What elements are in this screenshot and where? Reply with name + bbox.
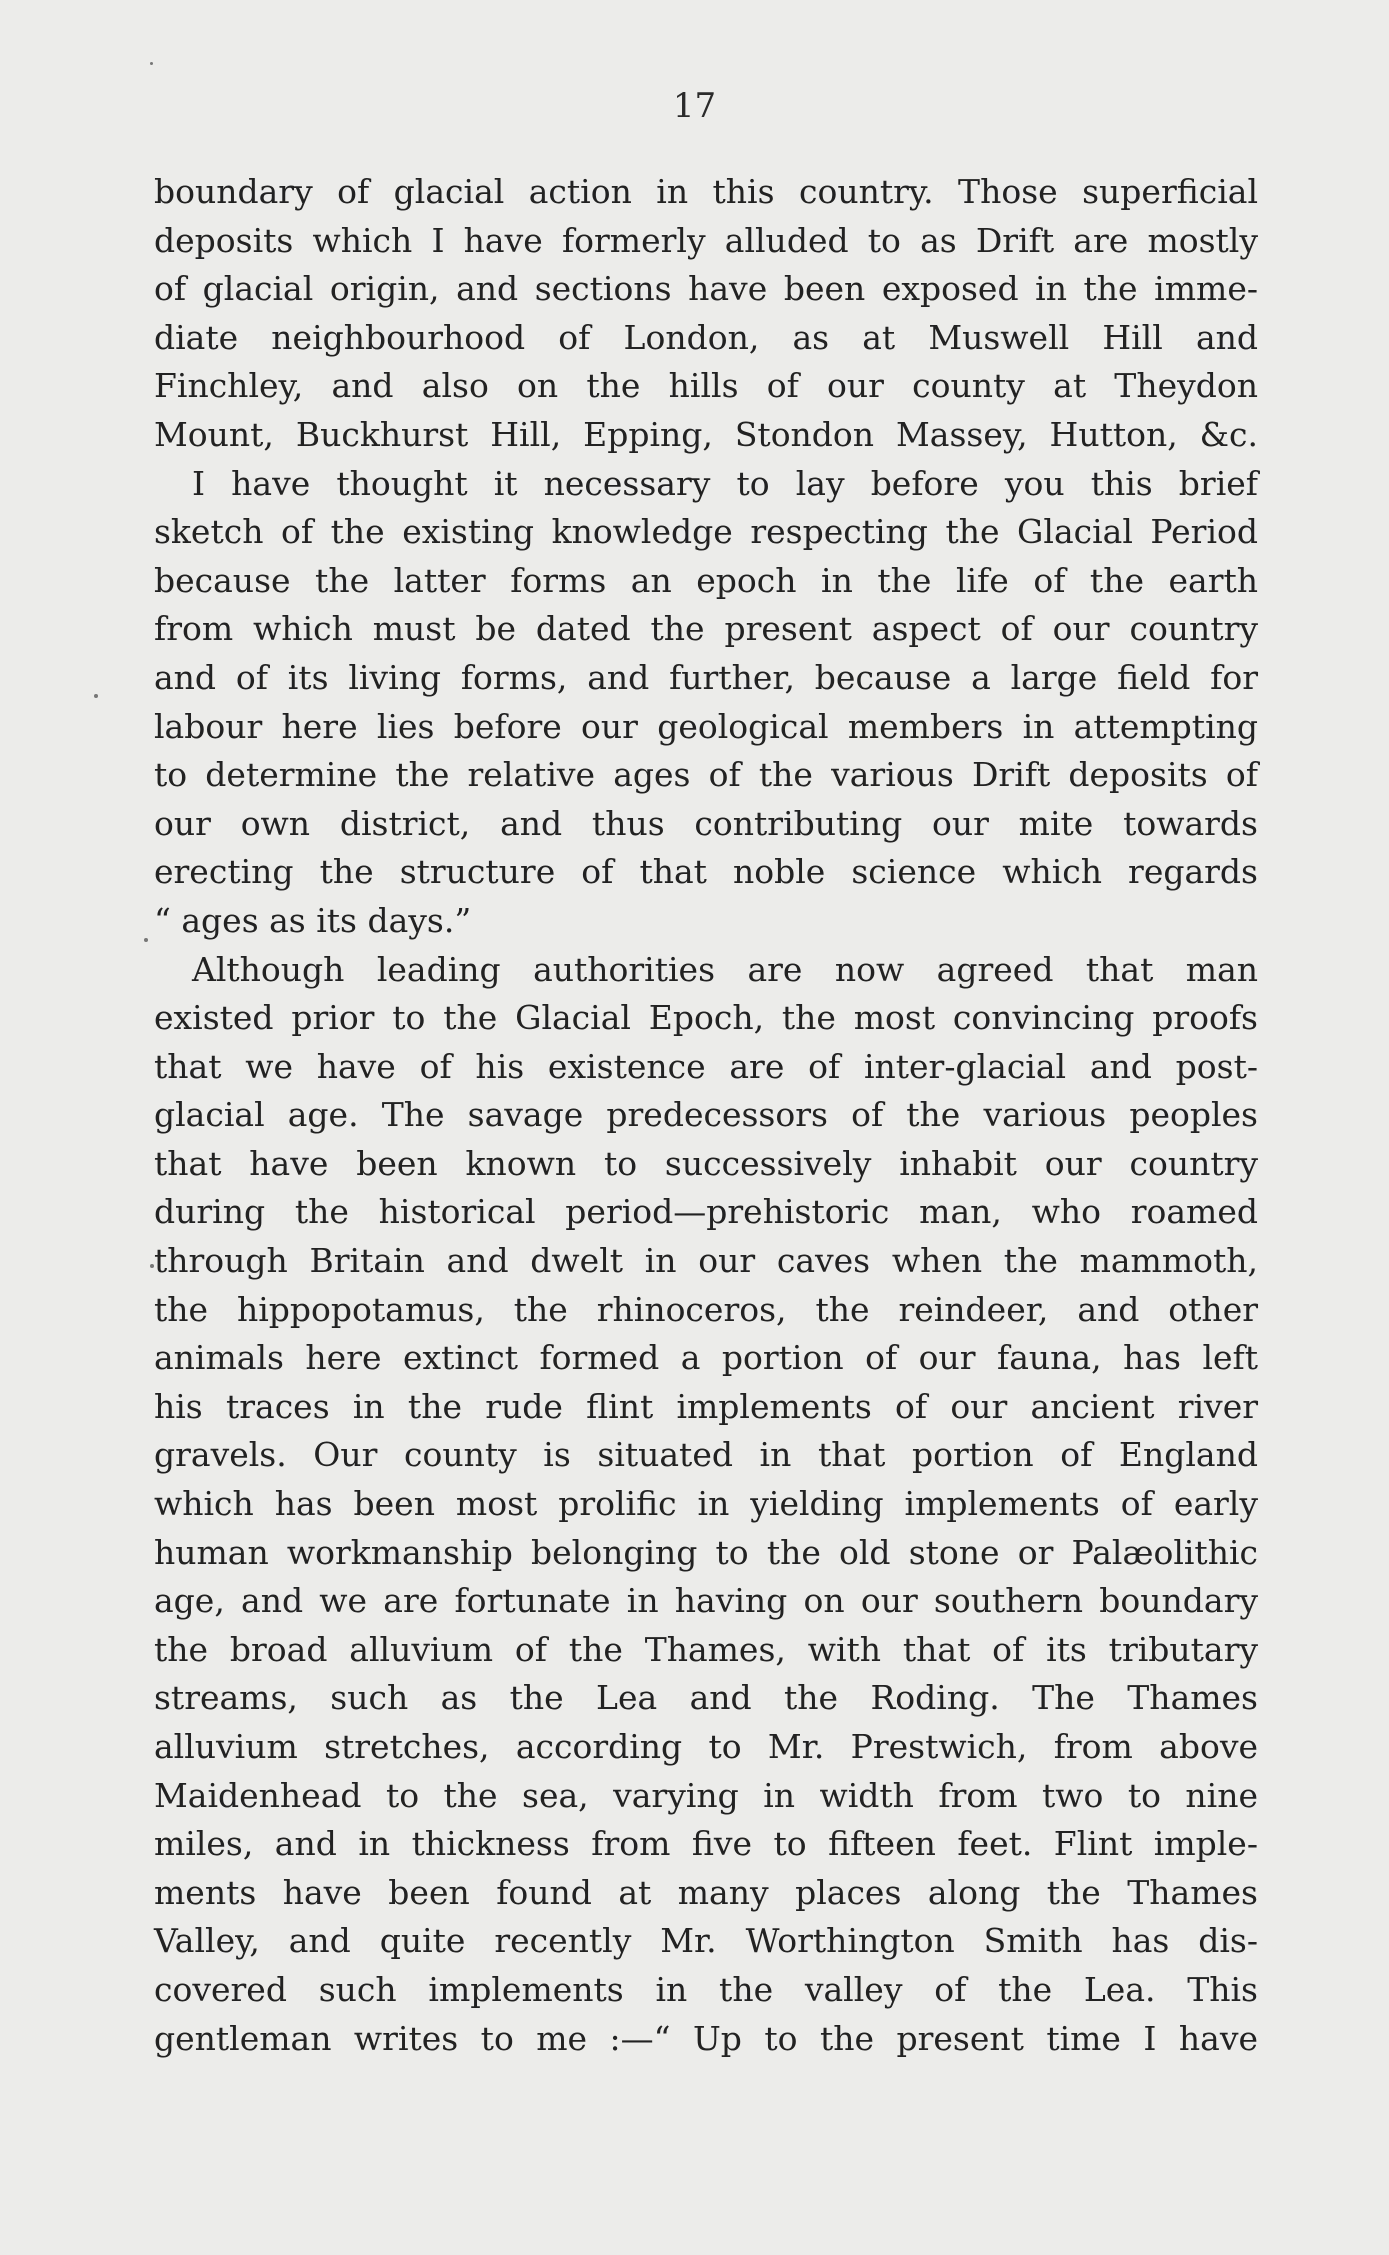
scan-speck [150, 62, 153, 65]
text-line: because the latter forms an epoch in the life of the earth [154, 560, 1258, 600]
text-line: gentleman writes to me :—“ Up to the present time I have [154, 2018, 1258, 2058]
text-line: the hippopotamus, the rhinoceros, the reindeer, and other [154, 1289, 1258, 1329]
text-line: animals here extinct formed a portion of our fauna, has left [154, 1338, 1258, 1378]
text-line: age, and we are fortunate in having on our southern boundary [154, 1581, 1258, 1621]
text-line: Mount, Buckhurst Hill, Epping, Stondon Massey, Hutton, &c. [154, 414, 1258, 454]
text-line: boundary of glacial action in this country. Those superficial [154, 172, 1258, 211]
text-line: Valley, and quite recently Mr. Worthington Smith has dis- [154, 1921, 1258, 1961]
text-line: deposits which I have formerly alluded to as Drift are mostly [154, 220, 1258, 260]
text-line: existed prior to the Glacial Epoch, the most convincing proofs [154, 998, 1258, 1038]
text-line: through Britain and dwelt in our caves when the mammoth, [154, 1241, 1258, 1281]
text-line: to determine the relative ages of the various Drift deposits of [154, 755, 1258, 795]
text-line: erecting the structure of that noble science which regards [154, 852, 1258, 892]
text-line: Maidenhead to the sea, varying in width from two to nine [154, 1775, 1258, 1815]
body-text [154, 168, 1258, 2063]
text-line: our own district, and thus contributing our mite towards [154, 803, 1258, 843]
text-line: streams, such as the Lea and the Roding. The Thames [154, 1678, 1258, 1718]
text-line: that have been known to successively inhabit our country [154, 1143, 1258, 1183]
text-line: Finchley, and also on the hills of our county at Theydon [154, 366, 1258, 406]
text-line: the broad alluvium of the Thames, with that of its tributary [154, 1629, 1258, 1669]
text-line: covered such implements in the valley of the Lea. This [154, 1969, 1258, 2009]
text-line: during the historical period—prehistoric man, who roamed [154, 1192, 1258, 1232]
text-line: ments have been found at many places along the Thames [154, 1872, 1258, 1912]
text-line: “ ages as its days.” [154, 900, 472, 940]
text-line: I have thought it necessary to lay before you this brief [192, 463, 1258, 503]
text-line: alluvium stretches, according to Mr. Prestwich, from above [154, 1727, 1258, 1766]
text-line: sketch of the existing knowledge respecting the Glacial Period [154, 512, 1258, 552]
text-line: and of its living forms, and further, because a large field for [154, 657, 1258, 697]
text-line: miles, and in thickness from five to fifteen feet. Flint imple- [154, 1824, 1258, 1864]
text-line: gravels. Our county is situated in that portion of England [154, 1435, 1258, 1475]
text-line: labour here lies before our geological members in attempting [154, 706, 1258, 746]
text-line: which has been most prolific in yielding implements of early [154, 1484, 1258, 1524]
scan-speck [144, 938, 148, 942]
scan-speck [150, 1264, 154, 1268]
text-line: diate neighbourhood of London, as at Muswell Hill and [154, 317, 1258, 357]
text-line: from which must be dated the present aspect of our country [154, 609, 1258, 649]
scan-speck [94, 694, 98, 698]
text-line: human workmanship belonging to the old stone or Palæolithic [154, 1532, 1258, 1572]
text-line: that we have of his existence are of inter-glacial and post- [154, 1046, 1258, 1086]
page-number: 17 [672, 86, 717, 126]
text-line: of glacial origin, and sections have been exposed in the imme- [154, 269, 1258, 309]
text-line: his traces in the rude flint implements of our ancient river [154, 1386, 1258, 1426]
text-line: glacial age. The savage predecessors of the various peoples [154, 1095, 1258, 1135]
text-line: Although leading authorities are now agreed that man [192, 949, 1258, 989]
